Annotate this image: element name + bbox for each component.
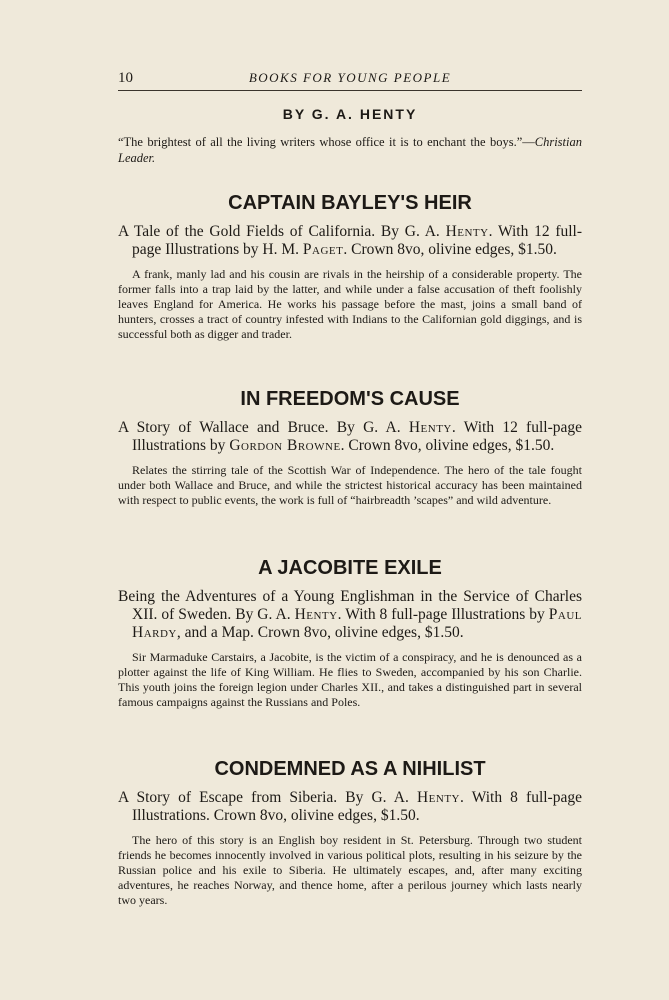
book-author: Henty bbox=[445, 223, 489, 240]
epigraph bbox=[118, 134, 582, 166]
book-title: IN FREEDOM'S CAUSE bbox=[240, 388, 460, 410]
book-author: Henty bbox=[416, 789, 460, 806]
book-illustrator: Paget bbox=[302, 241, 344, 258]
book-description: Relates the stirring tale of the Scottish War of Independence. The hero of the tale fought under both Wallace and Bruce, and while the strictest historical accuracy has been maintained with respect to public events, the work is full of “hairbreadth ’scapes” and wild adventure. bbox=[118, 463, 582, 507]
book-subtitle: A Story of Escape from Siberia. By G. A. bbox=[118, 789, 417, 806]
book-price: , and a Map. Crown 8vo, olivine edges, $1.50. bbox=[176, 624, 464, 641]
book-info bbox=[118, 419, 582, 455]
book-info bbox=[118, 588, 582, 642]
book-description: The hero of this story is an English boy resident in St. Petersburg. Through two student friends he becomes innocently involved in various political plots, resulting in his seizure by the Russian police and his exile to Siberia. He ultimately escapes, and, after many exciting adventures, he reaches Norway, and thence home, after a perilous journey which lasts nearly two years. bbox=[118, 833, 582, 907]
book-title: CONDEMNED AS A NIHILIST bbox=[214, 758, 486, 780]
book-subtitle: A Story of Wallace and Bruce. By G. A. bbox=[118, 419, 409, 436]
book-description: Sir Marmaduke Carstairs, a Jacobite, is the victim of a conspiracy, and he is denounced as a plotter against the life of King William. He flies to Sweden, accompanied by his son Charlie. This youth joins the foreign legion under Charles XII., and takes a distinguished part in several famous campaigns against the Russians and Poles. bbox=[118, 650, 582, 709]
book-info bbox=[118, 789, 582, 825]
book-description: A frank, manly lad and his cousin are rivals in the heirship of a considerable property. The former falls into a trap laid by the latter, and while under a false accusation of theft foolishly leaves England for America. He works his passage before the mast, joins a small band of hunters, crosses a tract of country infested with Indians to the Californian gold diggings, and is successful both as digger and trader. bbox=[118, 267, 582, 341]
book-subtitle: Being the Adventures of a Young Englishman in the Service of Charles XII. of Sweden. By G. A. bbox=[118, 588, 582, 623]
book-price: . Crown 8vo, olivine edges, $1.50. bbox=[343, 241, 557, 258]
book-info bbox=[118, 223, 582, 259]
book-title: A JACOBITE EXILE bbox=[258, 557, 442, 579]
book-illustrator: Gordon Browne bbox=[229, 437, 341, 454]
book-entry bbox=[118, 557, 582, 710]
author-heading: BY G. A. HENTY bbox=[282, 106, 418, 122]
running-head: BOOKS FOR YOUNG PEOPLE bbox=[248, 70, 452, 85]
page-number: 10 bbox=[118, 70, 133, 86]
epigraph-source: Christian Leader. bbox=[118, 135, 582, 165]
book-entry bbox=[118, 758, 582, 908]
book-author: Henty bbox=[408, 419, 452, 436]
book-author: Henty bbox=[294, 606, 338, 623]
book-entry bbox=[118, 388, 582, 508]
book-illustrations: . With 8 full-page Illustrations by bbox=[337, 606, 549, 623]
book-illustrations: . With 8 full-page Illustrations. Crown 8vo, olivine edges, $1.50. bbox=[132, 789, 582, 824]
book-subtitle: A Tale of the Gold Fields of California. By G. A. bbox=[118, 223, 446, 240]
page-header bbox=[118, 68, 582, 91]
book-illustrations: . With 12 full-page Illustrations by H. M. bbox=[132, 223, 583, 258]
book-illustrations: . With 12 full-page Illustrations by bbox=[132, 419, 582, 454]
book-entry bbox=[118, 192, 582, 342]
book-price: . Crown 8vo, olivine edges, $1.50. bbox=[340, 437, 555, 454]
book-title: CAPTAIN BAYLEY'S HEIR bbox=[228, 192, 472, 214]
epigraph-quote: “The brightest of all the living writers whose office it is to enchant the boys.”— bbox=[118, 135, 535, 149]
book-illustrator: Paul Hardy bbox=[132, 606, 583, 641]
